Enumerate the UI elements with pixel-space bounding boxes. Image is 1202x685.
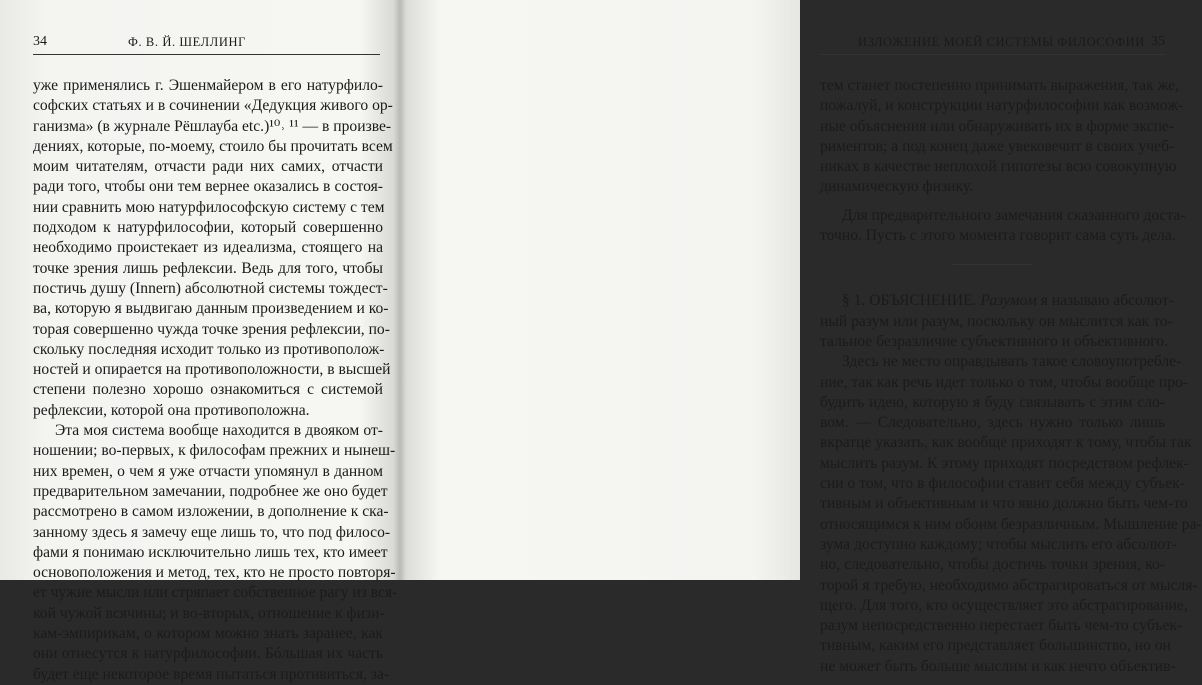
text-line: Эта моя система вообще находится в двояком от-	[55, 422, 383, 440]
left-page-header	[33, 34, 380, 52]
text-line: кам-эмпирикам, о котором можно знать заранее, как	[33, 625, 383, 643]
left-page	[0, 0, 400, 683]
text-line: ный разум или разум, поскольку он мыслится как то-	[820, 312, 1173, 330]
text-line: Для предварительного замечания сказанного доста-	[842, 206, 1186, 224]
text-line: щего. Для того, кто осуществляет это абстрагирование,	[820, 596, 1188, 614]
text-line: они отнесутся к натурфилософии. Бóльшая их часть	[33, 645, 383, 663]
right-page-number: 35	[1151, 34, 1165, 49]
text-line	[820, 291, 1174, 311]
right-page-header	[820, 34, 1165, 52]
left-page-number: 34	[33, 34, 47, 49]
text-line: ет чужие мысли или стряпает собственное рагу из вся-	[33, 584, 398, 602]
right-header-rule	[820, 54, 1165, 55]
text-line: пожалуй, и конструкции натурфилософии как возмож-	[820, 97, 1184, 115]
text-line: необходимо проистекает из идеализма, стоящего на	[33, 239, 383, 257]
text-line: относящимся к ним обоим безразличным. Мышление ра-	[820, 515, 1202, 533]
text-line: мыслить разум. К этому приходят посредством рефлек-	[820, 454, 1189, 472]
text-line: риментов; а под конец даже увековечит в своих учеб-	[820, 137, 1175, 155]
right-paragraph-explanation	[820, 352, 1202, 677]
text-line: тивным, каким его представляет большинство, но он	[820, 637, 1171, 655]
right-page-text	[820, 76, 1202, 677]
text-line: зума доступно каждому; чтобы мыслить его абсолют-	[820, 535, 1177, 553]
text-line: вом. — Следовательно, здесь нужно только лишь	[820, 414, 1165, 432]
text-line: нии сравнить мою натурфилософскую систему с тем	[33, 198, 385, 216]
left-header-rule	[33, 54, 380, 55]
text-line: уже применялись г. Эшенмайером в его натурфило-	[33, 77, 383, 94]
text-line: постичь душу (Innern) абсолютной системы тождест-	[33, 279, 388, 297]
text-line: точке зрения лишь рефлексии. Ведь для того, чтобы	[33, 259, 383, 277]
text-line: предварительном замечании, подробнее же оно будет	[33, 482, 388, 500]
text-line: подходом к натурфилософии, который совершенно	[33, 219, 383, 237]
section-1-definition	[820, 291, 1174, 352]
text-line: ные объяснения или обнаруживать их в форме экспе-	[820, 117, 1175, 135]
text-line: будить идею, которую я буду связывать с этим сло-	[820, 393, 1165, 411]
left-running-head: Ф. В. Й. ШЕЛЛИНГ	[128, 35, 246, 49]
text-line: ношении; во-первых, к философам прежних и нынеш-	[33, 442, 396, 460]
section-term: Разумом	[980, 292, 1037, 310]
text-line: степени полезно хорошо ознакомиться с системой	[33, 381, 383, 399]
right-page	[400, 0, 1202, 675]
text-line: моим читателям, отчасти ради них самих, отчасти	[33, 158, 383, 176]
text-line: кой чужой всячины; и во-вторых, отношение к физи-	[33, 604, 385, 622]
text-line: них времен, о чем я уже отчасти упомянул в данном	[33, 462, 383, 480]
right-paragraph-preface-end	[820, 206, 1186, 247]
text-line: фами я понимаю исключительно лишь тех, кто имеет	[33, 543, 388, 561]
right-paragraph-continuation	[820, 76, 1184, 198]
text-line: ние, так как речь идет только о том, чтобы вообще про-	[820, 373, 1188, 391]
text-line: сии о том, что в философии ставит себя между субъек-	[820, 475, 1185, 493]
section-heading: § 1. ОБЪЯСНЕНИЕ.	[842, 292, 981, 310]
text-line: дениях, которые, по-моему, стоило бы прочитать всем	[33, 137, 393, 155]
text-line: но, следовательно, чтобы достичь точки зрения, ко-	[820, 556, 1165, 574]
text-line: ва, которую я выдвигаю данным произведением и ко-	[33, 300, 389, 318]
text-line: основоположения и метод, тех, кто не просто повторя-	[33, 564, 396, 582]
text-line: не может быть больше мыслим и как нечто объектив-	[820, 657, 1176, 675]
text-line: точно. Пусть с этого момента говорит сама суть дела.	[820, 227, 1176, 245]
text-line: тем станет постепенно принимать выражения, так же,	[820, 77, 1179, 94]
text-line: торая совершенно чужда точке зрения рефлексии, по-	[33, 320, 390, 338]
text-line: ностей и опирается на противоположности, в высшей	[33, 361, 391, 379]
text-line: торой я требую, необходимо абстрагироваться от мысля-	[820, 576, 1198, 594]
text-line: динамическую физику.	[820, 178, 973, 196]
text-line: скольку последняя исходит только из противополож-	[33, 340, 385, 358]
section-heading-rest: я называю абсолют-	[1036, 292, 1174, 310]
left-page-text	[33, 76, 398, 685]
section-separator-rule	[953, 264, 1033, 265]
text-line: ради того, чтобы они тем вернее оказались в состоя-	[33, 178, 383, 196]
text-line: рефлексии, которой она противоположна.	[33, 401, 310, 419]
text-line: тальное безразличие субъективного и объективного.	[820, 332, 1169, 350]
text-line: занному здесь я замечу еще лишь то, что под филосо-	[33, 523, 391, 541]
text-line: разум непосредственно перестает быть чем-то субъек-	[820, 617, 1183, 635]
text-line: будет еще некоторое время пытаться противиться, за-	[33, 665, 390, 683]
text-line: вкратце указать, как вообще приходят к тому, чтобы так	[820, 434, 1192, 452]
text-line: никах в качестве неплохой гипотезы всю совокупную	[820, 158, 1177, 176]
text-line: тивным и объективным и что явно должно быть чем-то	[820, 495, 1188, 513]
text-line: Здесь не место оправдывать такое словоупотребле-	[842, 353, 1182, 371]
text-line: рассмотрено в самом изложении, в дополнение к ска-	[33, 503, 389, 521]
text-line: софских статьях и в сочинении «Дедукция живого ор-	[33, 97, 393, 115]
right-running-head: ИЗЛОЖЕНИЕ МОЕЙ СИСТЕМЫ ФИЛОСОФИИ	[858, 35, 1145, 49]
text-line: ганизма» (в журнале Рёшлауба etc.)¹⁰˒ ¹¹ — в произве-	[33, 117, 392, 135]
